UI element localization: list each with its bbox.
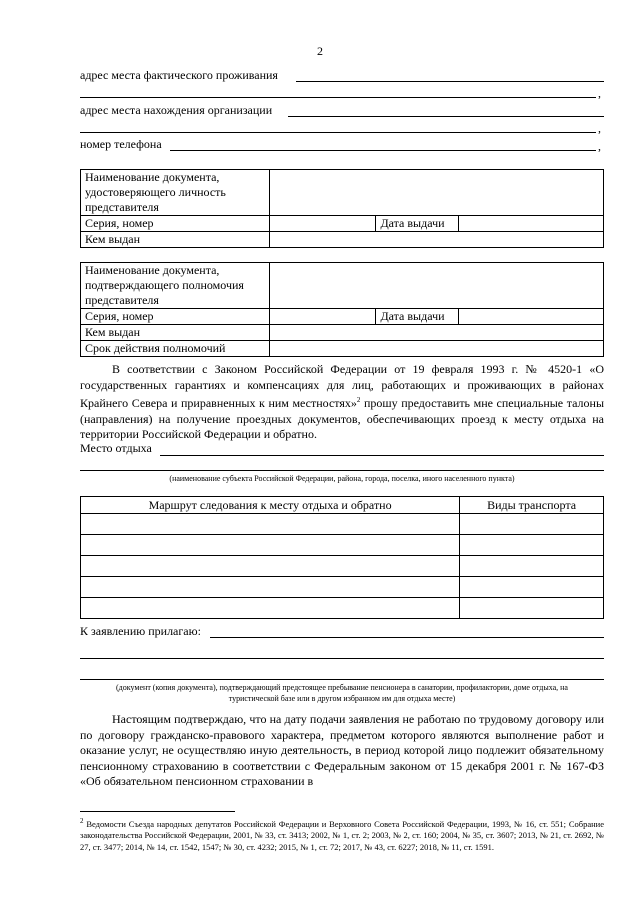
- request-text-cont: прошу предоставить мне специальные талоны (направления) на получение проездных документов, обеспечивающих проезд к месту отдыха на территории Российской Федерации и обратно.: [80, 396, 605, 441]
- identity-document-table: [80, 169, 604, 248]
- route-cell[interactable]: [81, 535, 460, 556]
- org-address-field[interactable]: [288, 116, 604, 117]
- route-cell[interactable]: [81, 577, 460, 598]
- rest-place-caption: (наименование субъекта Российской Федерации, района, города, поселка, иного населенного пункта): [169, 474, 515, 483]
- attach-label: К заявлению прилагаю:: [80, 624, 201, 638]
- attach-field-line2[interactable]: [80, 658, 604, 659]
- rest-place-field-line2[interactable]: [80, 470, 604, 471]
- confirmation-paragraph: Настоящим подтверждаю, что на дату подачи заявления не работаю по трудовому договору или по договору гражданско-правового характера, предметом которого являются выполнение работ и оказание услуг, не осуществляю иную деятельность, в период которой лицо подлежит обязательному пенсионному страхованию в соответствии с Федеральным законом от 15 декабря 2001 г. № 167-ФЗ «Об обязательном пенсионном страховании в: [80, 712, 604, 788]
- authority-issue-date-value[interactable]: [459, 309, 604, 325]
- actual-address-label: адрес места фактического проживания: [80, 68, 278, 82]
- request-text: В соответствии с Законом Российской Федерации от 19 февраля 1993 г. № 4520-1 «О государственных гарантиях и компенсациях для лиц, работающих и проживающих в районах Крайнего Севера и приравненных к ним местностях»: [80, 362, 604, 410]
- attach-caption: (документ (копия документа), подтверждающий предстоящее пребывание пенсионера в санатории, профилактории, доме отдыха, на туристической базе или в другом избранном им для отдыха месте): [116, 683, 568, 703]
- footnote-text: Ведомости Съезда народных депутатов Российской Федерации и Верховного Совета Российской Федерации, 1993, № 16, ст. 551; Собрание законодательства Российской Федерации, 2001, № 33, ст. 3413; 2002, № 1, ст. 2; 2003, № 2, ст. 160; 2004, № 35, ст. 3607; 2013, № 21, ст. 2692, № 27, ст. 3477; 2014, № 14, ст. 1542, 1547; № 30, ст. 4232; 2015, № 1, ст. 72; 2017, № 43, ст. 6227; 2018, № 11, ст. 1591.: [80, 818, 604, 852]
- identity-issue-date-label: Дата выдачи: [376, 216, 459, 232]
- request-paragraph: [80, 362, 604, 443]
- route-cell[interactable]: [81, 514, 460, 535]
- transport-cell[interactable]: [460, 535, 604, 556]
- route-cell[interactable]: [81, 598, 460, 619]
- footnote-ref: 2: [356, 396, 361, 404]
- attach-field[interactable]: [210, 637, 604, 638]
- authority-series-value[interactable]: [269, 309, 376, 325]
- identity-doc-name-value[interactable]: [269, 170, 603, 216]
- authority-validity-label: Срок действия полномочий: [81, 341, 270, 357]
- authority-issued-by-label: Кем выдан: [81, 325, 270, 341]
- footnote-separator: [80, 811, 235, 812]
- attach-field-line3[interactable]: [80, 679, 604, 680]
- identity-series-value[interactable]: [269, 216, 376, 232]
- authority-series-label: Серия, номер: [81, 309, 270, 325]
- actual-address-field[interactable]: [296, 81, 604, 82]
- org-address-field-line2[interactable]: [80, 132, 596, 133]
- authority-doc-name-label: Наименование документа, подтверждающего полномочия представителя: [81, 263, 270, 309]
- route-column-header: Маршрут следования к месту отдыха и обратно: [81, 497, 460, 514]
- authority-validity-value[interactable]: [269, 341, 603, 357]
- authority-doc-name-value[interactable]: [269, 263, 603, 309]
- identity-issued-by-value[interactable]: [269, 232, 603, 248]
- actual-address-field-line2[interactable]: [80, 97, 596, 98]
- authority-issued-by-value[interactable]: [269, 325, 603, 341]
- transport-cell[interactable]: [460, 577, 604, 598]
- identity-series-label: Серия, номер: [81, 216, 270, 232]
- transport-column-header: Виды транспорта: [460, 497, 604, 514]
- comma: ,: [598, 121, 601, 135]
- transport-cell[interactable]: [460, 556, 604, 577]
- comma: ,: [598, 86, 601, 100]
- identity-issued-by-label: Кем выдан: [81, 232, 270, 248]
- comma: ,: [598, 139, 601, 153]
- route-cell[interactable]: [81, 556, 460, 577]
- transport-cell[interactable]: [460, 598, 604, 619]
- footnote-number: 2: [80, 817, 84, 825]
- phone-label: номер телефона: [80, 137, 162, 151]
- rest-place-label: Место отдыха: [80, 441, 152, 455]
- identity-doc-name-label: Наименование документа, удостоверяющего личность представителя: [81, 170, 270, 216]
- page-number: 2: [317, 44, 323, 58]
- route-table: [80, 496, 604, 619]
- rest-place-field[interactable]: [160, 455, 604, 456]
- identity-issue-date-value[interactable]: [459, 216, 604, 232]
- authority-issue-date-label: Дата выдачи: [376, 309, 459, 325]
- authority-document-table: [80, 262, 604, 357]
- phone-field[interactable]: [170, 150, 596, 151]
- transport-cell[interactable]: [460, 514, 604, 535]
- org-address-label: адрес места нахождения организации: [80, 103, 273, 117]
- footnote: [80, 816, 604, 853]
